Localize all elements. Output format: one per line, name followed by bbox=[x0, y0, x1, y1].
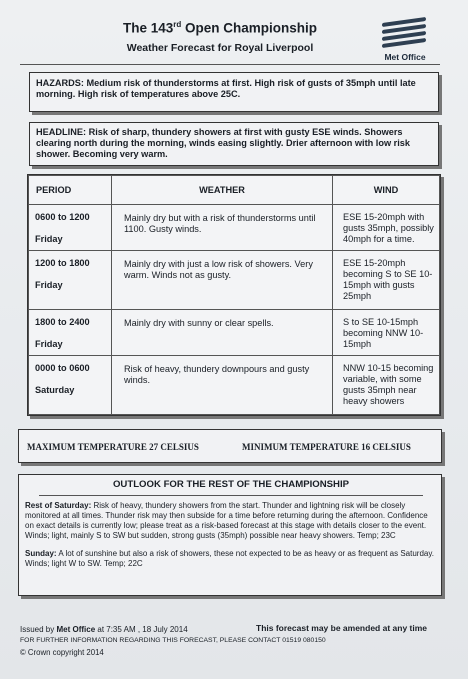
wave-icon bbox=[382, 18, 426, 48]
period-cell bbox=[29, 356, 112, 415]
min-temperature: MINIMUM TEMPERATURE 16 CELSIUS bbox=[242, 442, 411, 452]
period-day: Friday bbox=[35, 280, 63, 291]
period-cell bbox=[29, 309, 112, 355]
column-header-period: PERIOD bbox=[29, 176, 112, 205]
saturday-label: Rest of Saturday: bbox=[25, 501, 92, 510]
max-temperature: MAXIMUM TEMPERATURE 27 CELSIUS bbox=[27, 442, 199, 452]
page-title bbox=[110, 20, 330, 36]
title-superscript: rd bbox=[173, 20, 182, 29]
period-cell bbox=[29, 205, 112, 251]
outlook-body bbox=[25, 501, 435, 577]
sunday-text: A lot of sunshine but also a risk of showers, these not expected to be as heavy or as frequent as Saturday. Winds; light W to SW. Temp; 22C bbox=[25, 549, 434, 568]
page-subtitle: Weather Forecast for Royal Liverpool bbox=[126, 42, 314, 54]
period-day: Friday bbox=[35, 338, 63, 349]
issued-by: Met Office bbox=[56, 625, 96, 634]
issued-prefix: Issued by bbox=[20, 625, 57, 634]
period-time: 0000 to 0600 bbox=[35, 363, 90, 374]
period-time: 0600 to 1200 bbox=[35, 212, 90, 222]
weather-cell: Mainly dry with just a low risk of showers. Very warm. Winds not as gusty. bbox=[112, 251, 333, 310]
wind-cell: ESE 15-20mph with gusts 35mph, possibly 40mph for a time. bbox=[333, 205, 440, 251]
wind-cell: ESE 15-20mph becoming S to SE 10-15mph with gusts 25mph bbox=[333, 251, 440, 310]
hazards-box: HAZARDS: Medium risk of thunderstorms at first. High risk of gusts of 35mph until late morning. High risk of temperatures above 25C. bbox=[29, 72, 439, 112]
weather-cell: Risk of heavy, thundery downpours and gusty winds. bbox=[112, 356, 333, 415]
sunday-label: Sunday: bbox=[25, 549, 57, 558]
title-text: The 143 bbox=[122, 20, 174, 36]
forecast-table bbox=[27, 174, 441, 416]
title-text-end: Open Championship bbox=[181, 20, 318, 36]
outlook-sunday bbox=[25, 549, 435, 569]
wind-cell: S to SE 10-15mph becoming NNW 10-15mph bbox=[333, 309, 440, 355]
contact-info: FOR FURTHER INFORMATION REGARDING THIS FORECAST, PLEASE CONTACT 01519 080150 bbox=[20, 637, 326, 644]
outlook-saturday bbox=[25, 501, 435, 541]
period-time: 1800 to 2400 bbox=[35, 316, 90, 327]
column-header-wind: WIND bbox=[333, 176, 440, 205]
table-row bbox=[29, 251, 440, 310]
logo-text: Met Office bbox=[384, 52, 426, 62]
temperature-box bbox=[18, 429, 442, 463]
weather-cell: Mainly dry but with a risk of thunderstorms until 1100. Gusty winds. bbox=[112, 205, 333, 251]
period-cell bbox=[29, 251, 112, 310]
saturday-text: Risk of heavy, thundery showers from the start. Thunder and lightning risk will be closely monitored at all times. Thunder risk may then subside for a time before returning during the afternoon. Confidence on exact details is currently low; please treat as a risk-based forecast at this stage with details closer to the event. Winds; light, mainly S to SW but sudden, strong gusts (35mph) possible near heavy showers. Temp; 23C bbox=[25, 501, 428, 540]
column-header-weather: WEATHER bbox=[112, 176, 333, 205]
headline-box: HEADLINE: Risk of sharp, thundery showers at first with gusty ESE winds. Showers clearing north during the morning, winds easing slightly. Drier afternoon with low risk shower. Becoming very warm. bbox=[29, 122, 439, 166]
copyright: © Crown copyright 2014 bbox=[20, 648, 104, 657]
header-divider bbox=[20, 64, 440, 65]
period-day: Friday bbox=[35, 234, 63, 244]
table-header-row bbox=[29, 176, 440, 205]
amend-notice: This forecast may be amended at any time bbox=[256, 623, 428, 633]
issued-time: at 7:35 AM , 18 July 2014 bbox=[95, 625, 188, 634]
wind-cell: NNW 10-15 becoming variable, with some gusts 35mph near heavy showers bbox=[333, 356, 440, 415]
table-row bbox=[29, 356, 440, 415]
period-day: Saturday bbox=[35, 385, 75, 396]
issued-line bbox=[20, 625, 188, 635]
table-row bbox=[29, 309, 440, 355]
met-office-logo bbox=[376, 18, 434, 64]
outlook-title: OUTLOOK FOR THE REST OF THE CHAMPIONSHIP bbox=[39, 475, 423, 496]
table-row bbox=[29, 205, 440, 251]
weather-cell: Mainly dry with sunny or clear spells. bbox=[112, 309, 333, 355]
period-time: 1200 to 1800 bbox=[35, 258, 90, 269]
outlook-box bbox=[18, 474, 442, 596]
